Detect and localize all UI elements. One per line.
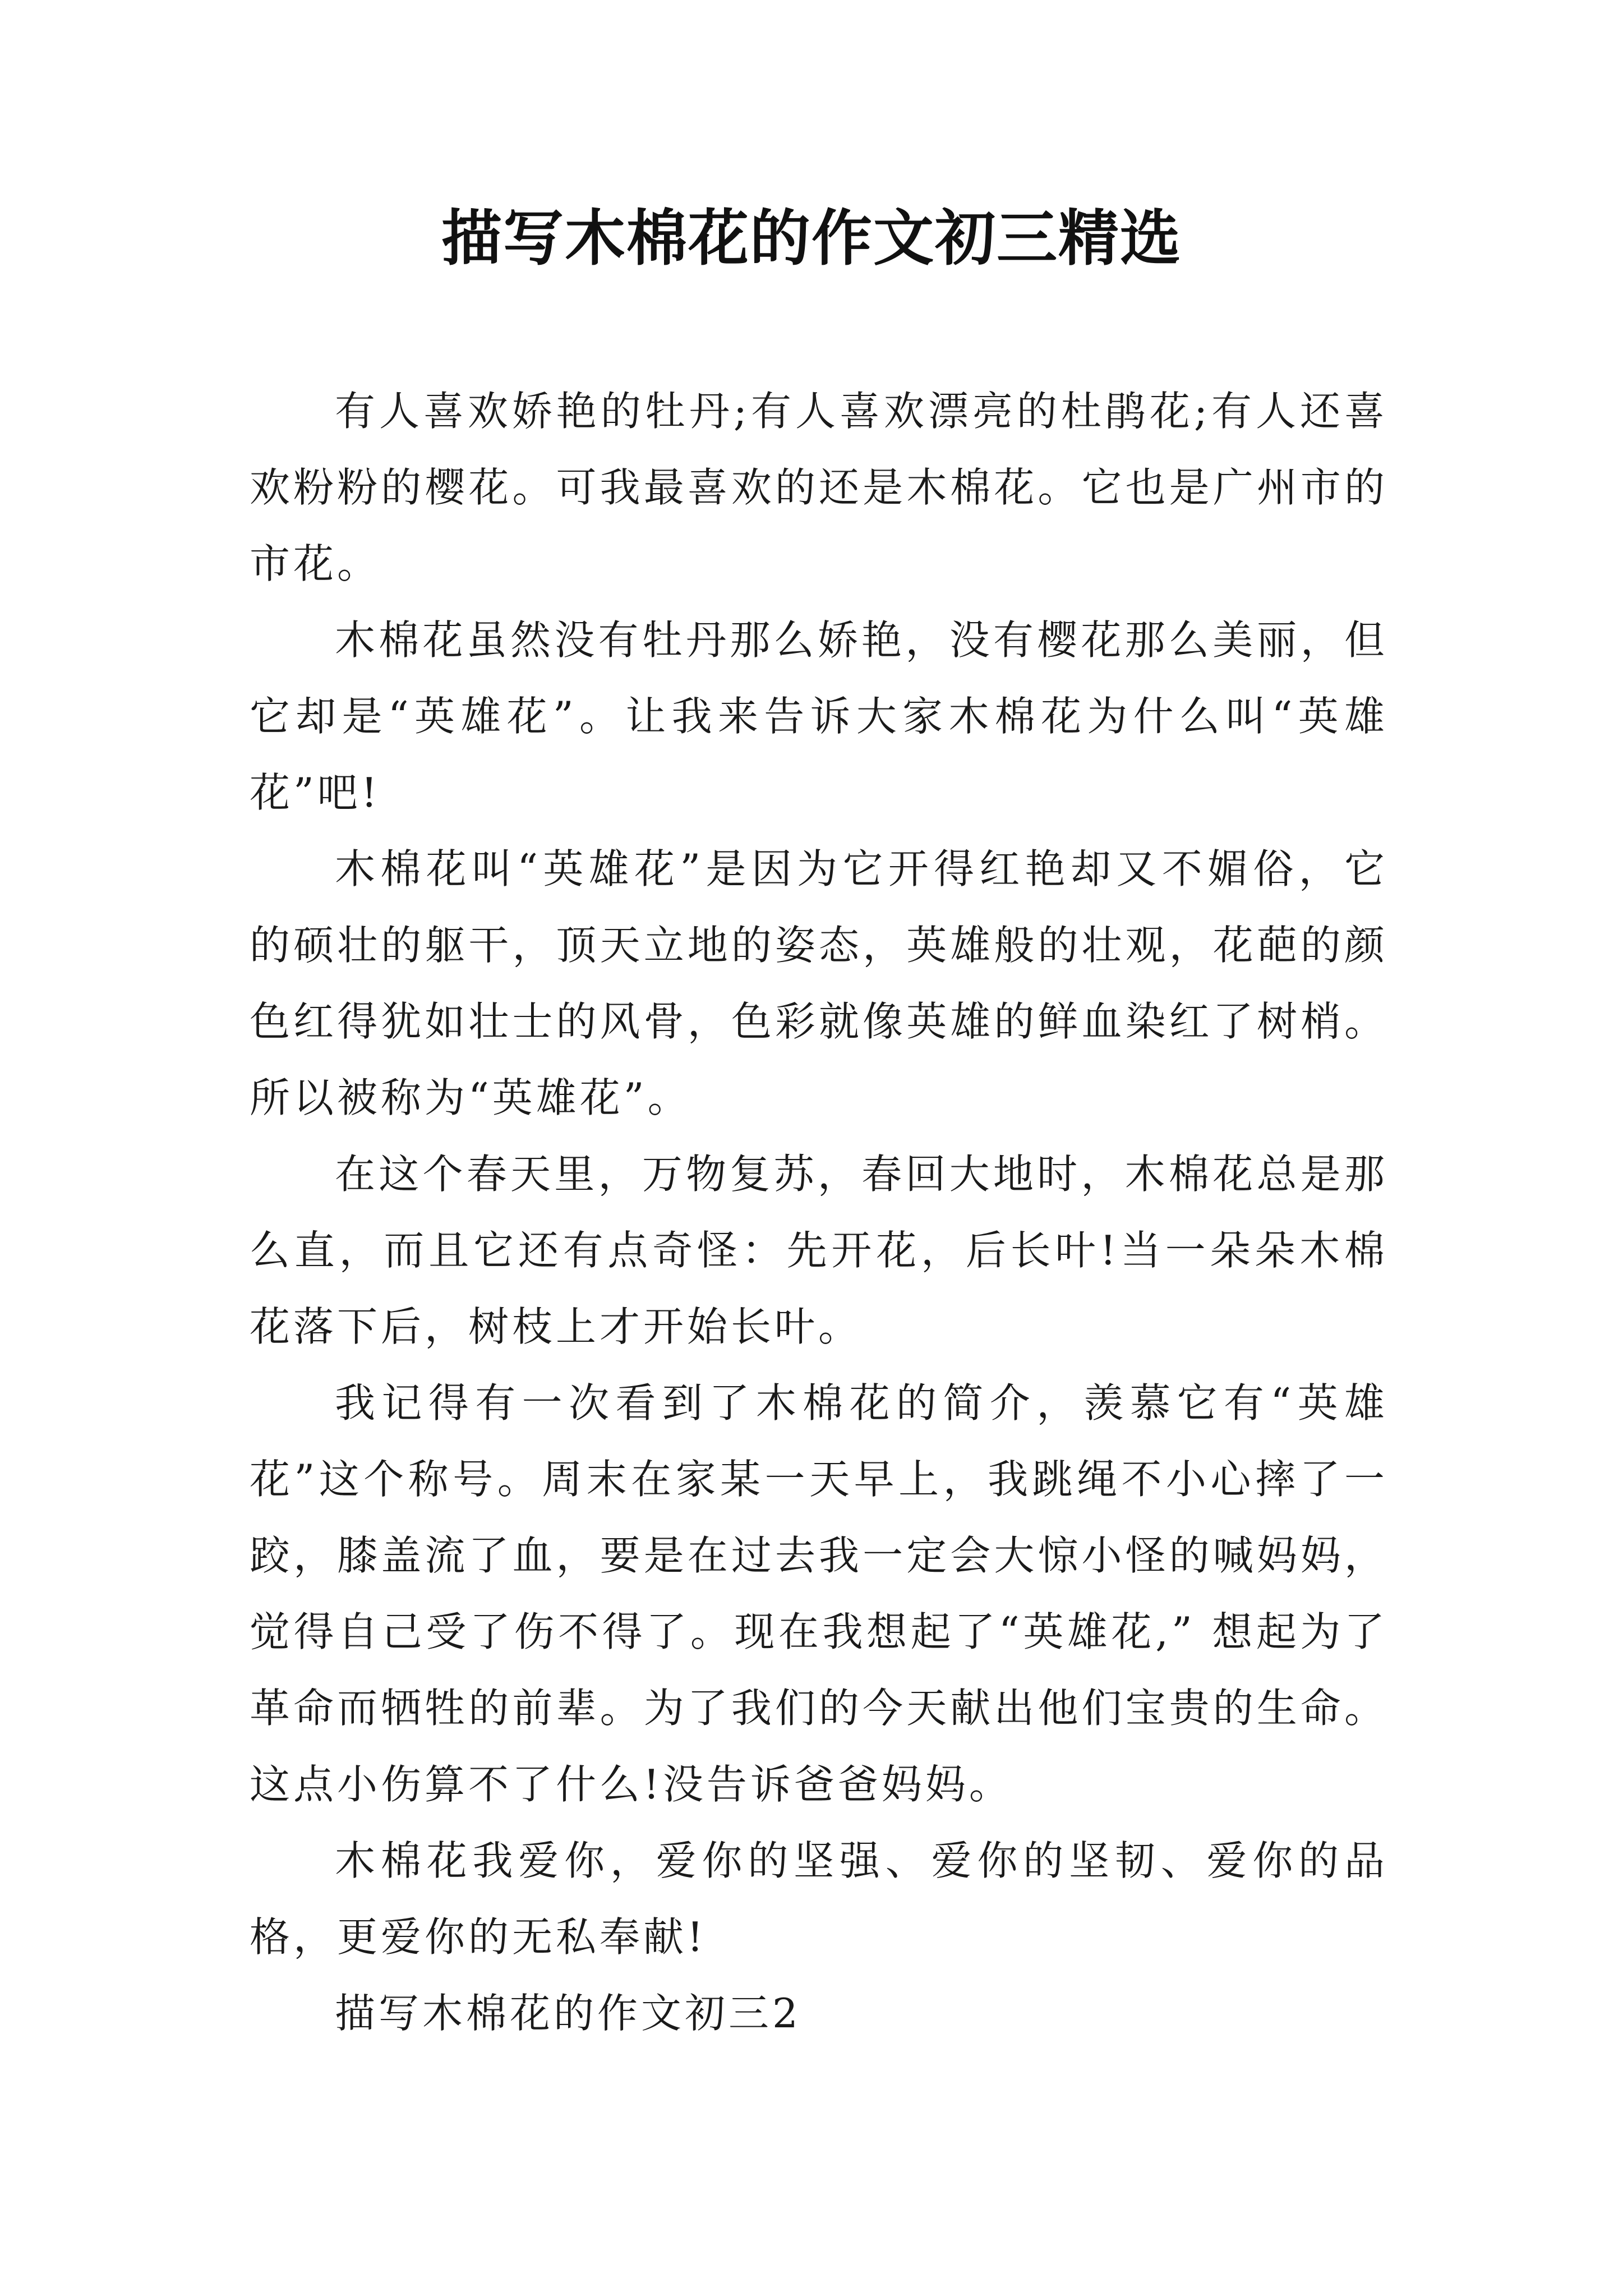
section-heading-2: 描写木棉花的作文初三2 bbox=[335, 1990, 801, 2037]
document-body bbox=[250, 373, 1388, 2051]
paragraph-1: 有人喜欢娇艳的牡丹;有人喜欢漂亮的杜鹃花;有人还喜欢粉粉的樱花。可我最喜欢的还是木棉花。它也是广州市的市花。 bbox=[250, 388, 1388, 587]
document-title: 描写木棉花的作文初三精选 bbox=[441, 203, 1182, 274]
paragraph-4: 在这个春天里，万物复苏，春回大地时，木棉花总是那么直，而且它还有点奇怪：先开花，后长叶!当一朵朵木棉花落下后，树枝上才开始长叶。 bbox=[250, 1151, 1388, 1350]
paragraph-3: 木棉花叫“英雄花”是因为它开得红艳却又不媚俗，它的硕壮的躯干，顶天立地的姿态，英雄般的壮观，花葩的颜色红得犹如壮士的风骨，色彩就像英雄的鲜血染红了树梢。所以被称为“英雄花”。 bbox=[250, 845, 1388, 1121]
paragraph-2: 木棉花虽然没有牡丹那么娇艳，没有樱花那么美丽，但它却是“英雄花”。让我来告诉大家木棉花为什么叫“英雄花”吧! bbox=[250, 616, 1388, 816]
paragraph-6: 木棉花我爱你，爱你的坚强、爱你的坚韧、爱你的品格，更爱你的无私奉献! bbox=[250, 1837, 1388, 1961]
paragraph-5: 我记得有一次看到了木棉花的简介，羡慕它有“英雄花”这个称号。周末在家某一天早上，我跳绳不小心摔了一跤，膝盖流了血，要是在过去我一定会大惊小怪的喊妈妈，觉得自己受了伤不得了。现在我想起了“英雄花,” 想起为了革命而牺牲的前辈。为了我们的今天献出他们宝贵的生命。这点小伤算不了什么!没告诉爸爸妈妈。 bbox=[250, 1379, 1388, 1808]
